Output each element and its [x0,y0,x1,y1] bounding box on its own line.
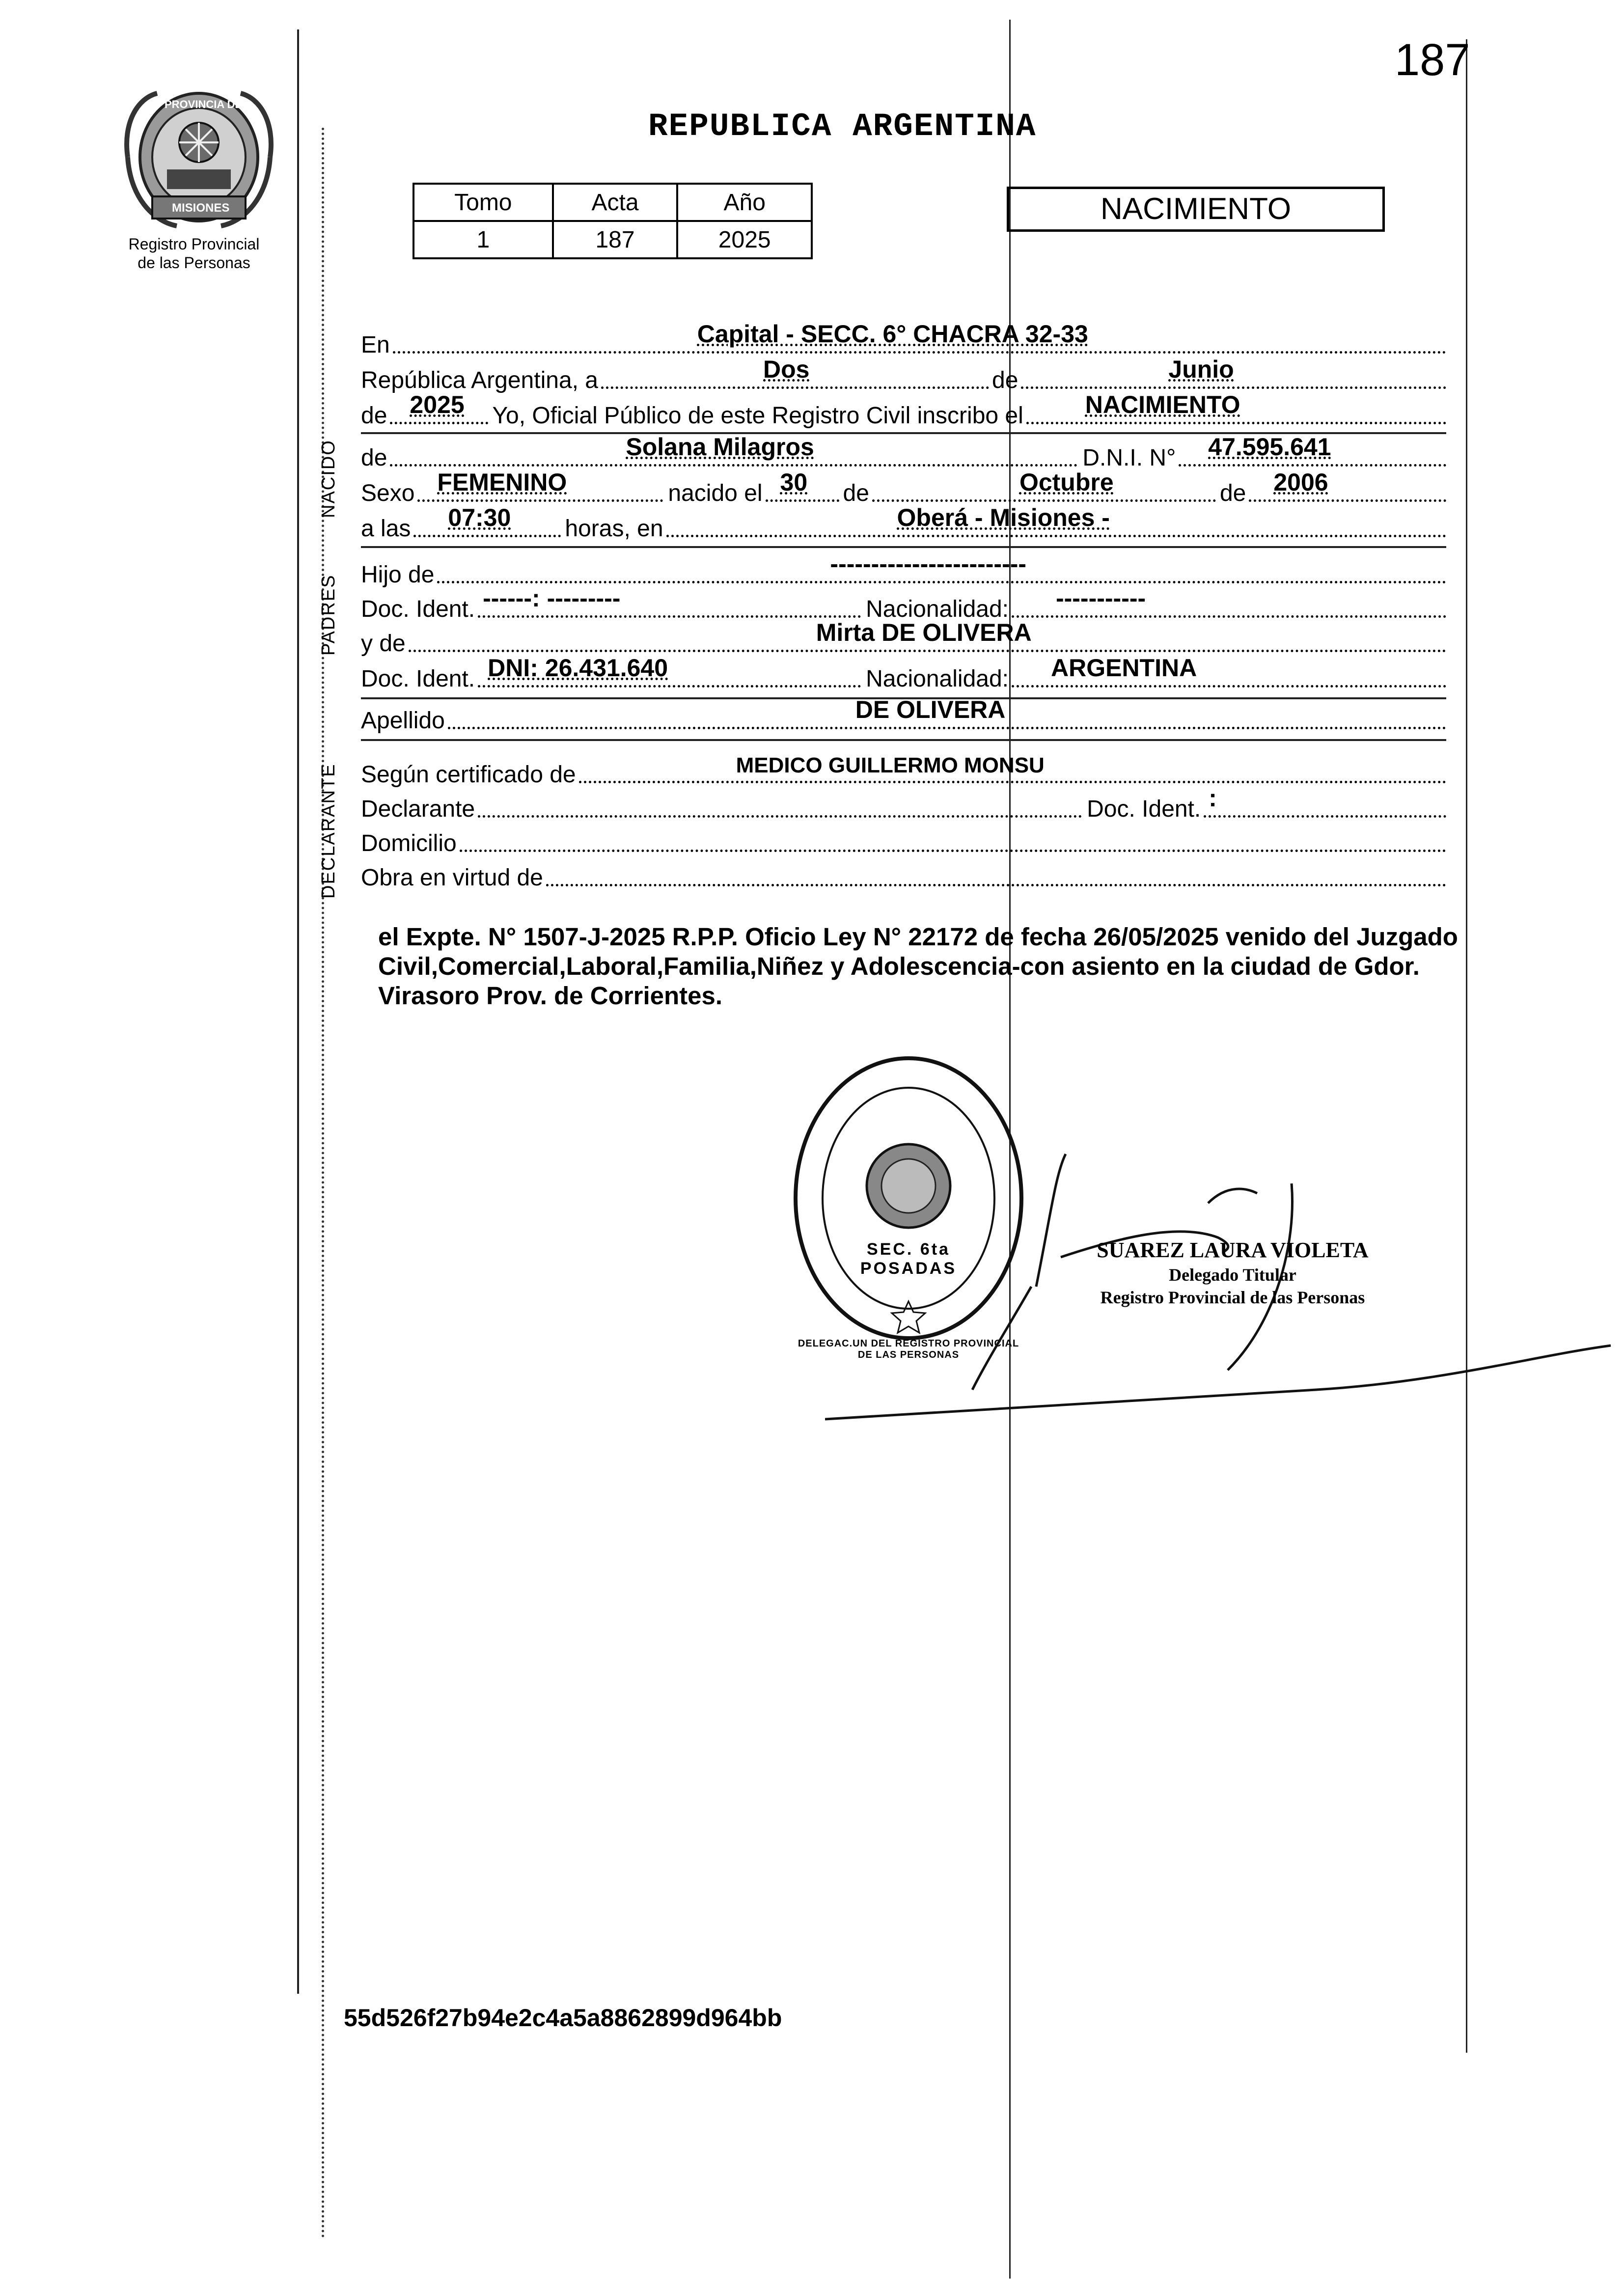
fill-birth-month [872,468,1216,502]
label-hijo-de: Hijo de [361,562,435,588]
label-apellido: Apellido [361,708,445,734]
fill-inscribo [1026,391,1446,424]
label-obra: Obra en virtud de [361,865,543,891]
fill-year [390,391,488,424]
label-republica: República Argentina, a [361,367,598,393]
record-table-header-row [413,184,812,221]
header-tomo: Tomo [413,184,553,221]
signature-office: Registro Provincial de las Personas [1100,1288,1365,1307]
obra-body-text: el Expte. N° 1507-J-2025 R.P.P. Oficio Ley N° 22172 de fecha 26/05/2025 venido del Juzgado Civil,Comercial,Laboral,Familia,Niñez y Adolescencia-con asiento en la ciudad de Gdor. Virasoro Prov. de Corrientes. [378,923,1458,1010]
value-acta: 187 [553,221,678,258]
signature-block [1036,1237,1429,1308]
row-nombre [361,433,1446,471]
row-certificado [361,753,1446,788]
side-label-padres: PADRES [318,574,339,656]
value-birth-day: 30 [780,468,808,496]
row-y-de [361,619,1446,657]
left-margin-line [297,29,299,1994]
logo-caption [110,235,277,272]
row-domicilio [361,827,1446,857]
label-certificado: Según certificado de [361,762,576,788]
signature-name: SUAREZ LAURA VIOLETA [1097,1238,1369,1262]
fill-doc-madre [478,654,861,687]
record-type-box: NACIMIENTO [1007,187,1385,232]
side-label-declarante: DECLARANTE [318,763,339,899]
label-inscribo: Yo, Oficial Público de este Registro Civil inscribo el [492,403,1023,429]
row-doc-madre [361,654,1446,692]
section-divider-4 [361,739,1446,741]
fill-day [601,356,989,389]
label-dni: D.N.I. N° [1082,445,1176,471]
value-birth-year: 2006 [1273,468,1328,496]
value-day: Dos [763,356,810,383]
value-padre: ------------------------ [830,550,1027,577]
fill-hora [413,504,561,537]
label-de-birth-month: de [843,480,869,506]
fill-doc-padre [478,584,861,618]
fill-lugar-nacimiento [666,504,1446,537]
label-horas-en: horas, en [565,516,663,542]
emblem-top-text: PROVINCIA DE [165,98,243,110]
label-de-birth-year: de [1219,480,1246,506]
logo-caption-line1: Registro Provincial [128,235,260,253]
value-birth-month: Octubre [1019,468,1114,496]
label-doc-madre: Doc. Ident. [361,666,475,692]
value-doc-padre: ------: --------- [483,584,621,612]
emblem-bottom-text: MISIONES [172,201,230,215]
label-de-year: de [361,403,387,429]
logo-caption-line2: de las Personas [138,254,250,272]
row-obra [361,862,1446,891]
row-inscribo [361,391,1446,429]
value-month: Junio [1168,356,1234,383]
label-y-de: y de [361,631,406,657]
fill-domicilio [460,847,1446,852]
label-nac-madre: Nacionalidad: [866,666,1009,692]
value-ano: 2025 [677,221,812,258]
fill-obra [546,881,1446,886]
fill-padre [437,550,1446,583]
fill-nombre [390,433,1077,467]
registry-logo [118,83,280,231]
value-doc-madre: DNI: 26.431.640 [488,654,668,682]
value-certificado: MEDICO GUILLERMO MONSU [736,753,1045,777]
value-nac-padre: ----------- [1055,584,1146,612]
record-table [413,183,813,259]
value-sexo: FEMENINO [437,468,567,496]
fill-nac-padre [1012,584,1446,618]
value-year: 2025 [410,391,465,418]
label-en: En [361,332,390,358]
row-hora [361,504,1446,542]
fill-month [1021,356,1446,389]
label-de-month: de [992,367,1018,393]
fill-madre [409,619,1446,652]
record-table-value-row [413,221,812,258]
fill-certificado [579,753,1446,783]
fill-sexo [417,468,663,502]
value-nac-madre: ARGENTINA [1050,654,1197,682]
row-apellido [361,696,1446,734]
stamp-inner-text: SEC. 6ta POSADAS [860,1240,957,1278]
label-doc-padre: Doc. Ident. [361,596,475,622]
row-en [361,320,1446,358]
side-label-nacido: NACIDO [318,440,339,518]
label-declarante: Declarante [361,796,475,822]
label-a-las: a las [361,516,411,542]
value-tomo: 1 [413,221,553,258]
fill-nac-madre [1012,654,1446,687]
row-republica [361,356,1446,394]
fill-birth-day [766,468,839,502]
label-sexo: Sexo [361,480,415,506]
value-hora: 07:30 [448,504,511,531]
page-number: 187 [1395,35,1470,85]
value-lugar-inscripcion: Capital - SECC. 6° CHACRA 32-33 [697,320,1088,348]
fill-declarante [478,812,1082,818]
fill-dni [1179,433,1446,467]
fill-en [393,320,1446,354]
right-margin-line [1466,39,1467,2053]
label-domicilio: Domicilio [361,830,457,856]
header-acta: Acta [553,184,678,221]
value-apellido: DE OLIVERA [855,696,1006,723]
document-title: REPUBLICA ARGENTINA [648,108,1037,145]
signature-role: Delegado Titular [1169,1265,1296,1285]
value-nombre: Solana Milagros [626,433,814,461]
fill-doc-declarante [1204,784,1446,818]
label-de-nombre: de [361,445,387,471]
value-lugar-nacimiento: Oberá - Misiones - [897,504,1110,531]
section-divider-2 [361,546,1446,548]
fill-birth-year [1249,468,1446,502]
header-ano: Año [677,184,812,221]
label-nac-padre: Nacionalidad: [866,596,1009,622]
value-doc-declarante: : [1209,784,1217,812]
stamp-ring-text: DELEGAC.UN DEL REGISTRO PROVINCIAL DE LAS PERSONAS [798,1338,1019,1360]
value-madre: Mirta DE OLIVERA [816,619,1032,646]
value-inscribo: NACIMIENTO [1085,391,1240,418]
row-sexo [361,468,1446,507]
label-nacido-el: nacido el [668,480,763,506]
fill-apellido [448,696,1446,729]
row-declarante [361,784,1446,823]
label-doc-declarante: Doc. Ident. [1087,796,1201,822]
verification-hash: 55d526f27b94e2c4a5a8862899d964bb [344,2004,782,2032]
value-dni: 47.595.641 [1208,433,1331,461]
